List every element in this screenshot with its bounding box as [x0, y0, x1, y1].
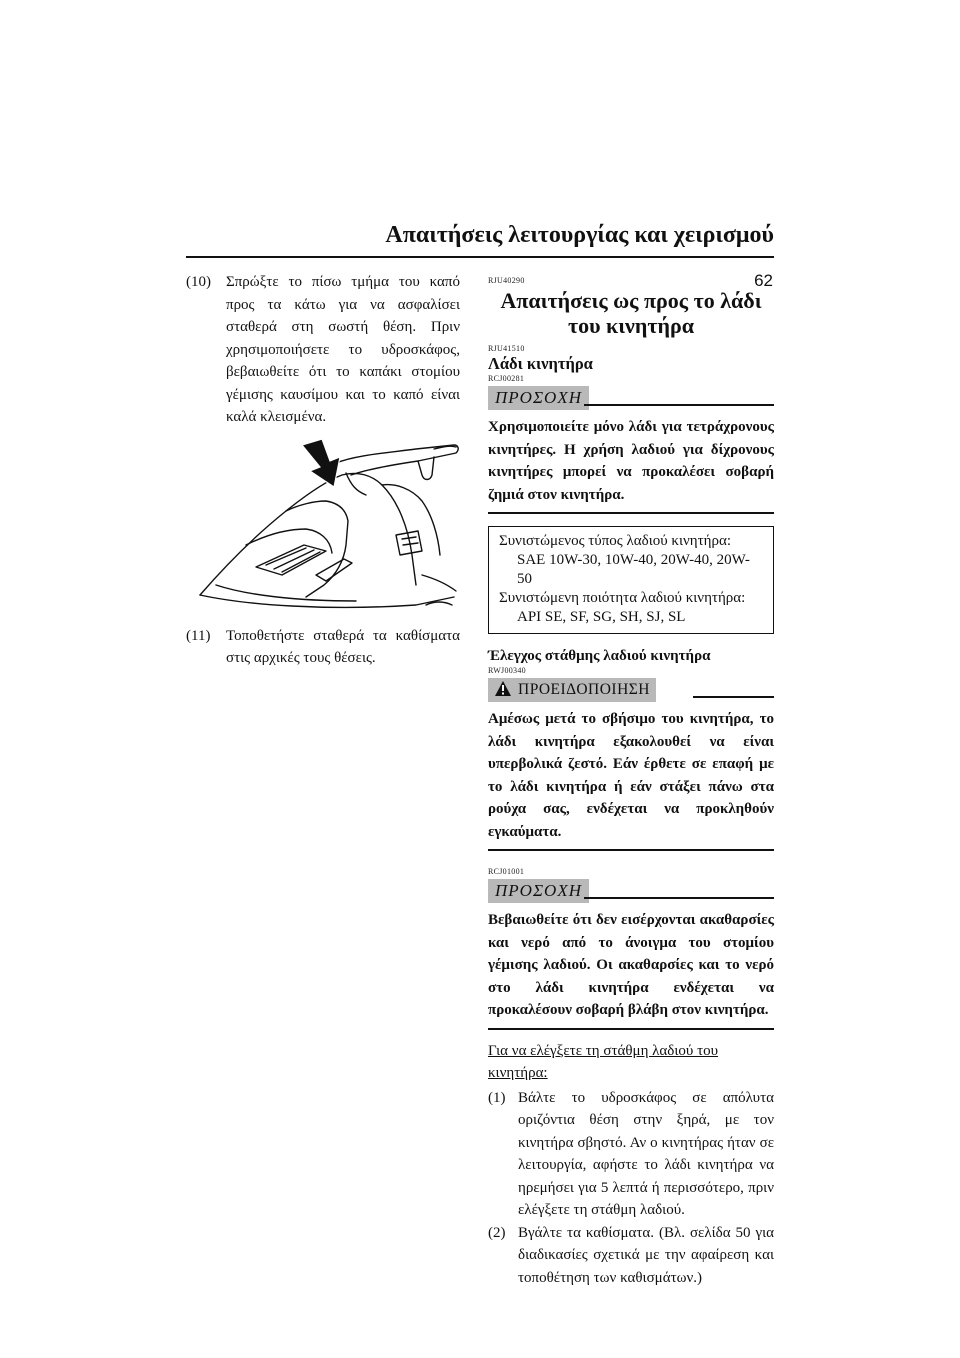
subsection-title: Λάδι κινητήρα	[488, 354, 593, 373]
caution-notice-1	[488, 386, 774, 514]
spec-label: Συνιστώμενος τύπος λαδιού κινητήρα:	[499, 533, 732, 549]
step-number: (2)	[488, 1224, 506, 1241]
spec-value: API SE, SF, SG, SH, SJ, SL	[517, 609, 686, 625]
spec-label: Συνιστώμενη ποιότητα λαδιού κινητήρα:	[499, 590, 746, 606]
left-column	[186, 271, 460, 670]
ref-code: RWJ00340	[488, 666, 526, 675]
caution-label: ΠΡΟΣΟΧΗ	[488, 386, 589, 410]
step-number: (10)	[186, 274, 211, 290]
procedure-step-1	[488, 1087, 774, 1222]
jet-ski-hood-illustration	[186, 435, 460, 615]
ref-code: RCJ00281	[488, 374, 525, 383]
step-number: (11)	[186, 627, 211, 644]
caution-notice-2	[488, 879, 774, 1030]
warning-text: Αμέσως μετά το σβήσιμο του κινητήρα, το λάδι κινητήρα εξακολουθεί να είναι υπερβολικά ζεστό. Εάν έρθετε σε επαφή με το λάδι κινητήρα ή εάν στάξει πάνω στα ρούχα σας, ενδέχεται να προκληθούν εγκαύματα.	[488, 704, 774, 851]
warning-triangle-icon	[494, 680, 512, 697]
right-column	[488, 276, 774, 1289]
warning-label-box	[488, 678, 656, 702]
procedure-title: Για να ελέγξετε τη στάθμη λαδιού του κινητήρα:	[488, 1042, 719, 1081]
header-rule	[186, 256, 774, 258]
step-11	[186, 625, 460, 670]
page-number: 62	[754, 271, 773, 290]
subheading-oil-check: Έλεγχος στάθμης λαδιού κινητήρα	[488, 648, 711, 664]
caution-label: ΠΡΟΣΟΧΗ	[488, 879, 589, 903]
procedure-step-2	[488, 1222, 774, 1290]
step-text: Βγάλτε τα καθίσματα. (Βλ. σελίδα 50 για διαδικασίες σχετικά με την αφαίρεση και τοποθέτηση των καθισμάτων.)	[518, 1224, 774, 1286]
section-title: Απαιτήσεις ως προς το λάδι του κινητήρα	[500, 288, 762, 338]
warning-notice	[488, 678, 774, 851]
oil-spec-box	[488, 526, 774, 634]
page-header-title: Απαιτήσεις λειτουργίας και χειρισμού	[385, 222, 774, 248]
arrow-icon	[302, 439, 340, 487]
caution-text: Βεβαιωθείτε ότι δεν εισέρχονται ακαθαρσίες και νερό από το άνοιγμα του στομίου γέμισης λαδιού. Οι ακαθαρσίες και το νερό στο λάδι κινητήρα ενδέχεται να προκαλέσουν σοβαρή βλάβη στον κινητήρα.	[488, 905, 774, 1030]
notice-rule	[584, 404, 774, 406]
spec-value: SAE 10W-30, 10W-40, 20W-40, 20W-50	[517, 552, 750, 587]
notice-rule	[584, 897, 774, 899]
notice-rule	[693, 696, 774, 698]
step-number: (1)	[488, 1089, 506, 1106]
step-text: Τοποθετήστε σταθερά τα καθίσματα στις αρχικές τους θέσεις.	[226, 627, 460, 666]
warning-label: ΠΡΟΕΙΔΟΠΟΙΗΣΗ	[518, 681, 650, 698]
caution-text: Χρησιμοποιείτε μόνο λάδι για τετράχρονους κινητήρες. Η χρήση λαδιού για δίχρονους κινητήρες μπορεί να προκαλέσει σοβαρή ζημιά στον κινητήρα.	[488, 412, 774, 514]
ref-code: RJU40290	[488, 276, 525, 285]
step-text: Βάλτε το υδροσκάφος σε απόλυτα οριζόντια θέση στην ξηρά, με τον κινητήρα σβηστό. Αν ο κινητήρας ήταν σε λειτουργία, αφήστε το λάδι κινητήρα να ηρεμήσει για 5 λεπτά ή περισσότερο, πριν ελέγξετε τη στάθμη λαδιού.	[518, 1089, 774, 1218]
step-text: Σπρώξτε το πίσω τμήμα του καπό προς τα κάτω για να ασφαλίσει σταθερά στη σωστή θέση. Πριν χρησιμοποιήσετε το υδροσκάφος, βεβαιωθείτε ότι το καπάκι στομίου γέμισης καυσίμου και το καπό είναι καλά κλεισμένα.	[226, 274, 460, 425]
ref-code: RCJ01001	[488, 867, 525, 876]
ref-code: RJU41510	[488, 344, 525, 353]
step-10	[186, 271, 460, 429]
